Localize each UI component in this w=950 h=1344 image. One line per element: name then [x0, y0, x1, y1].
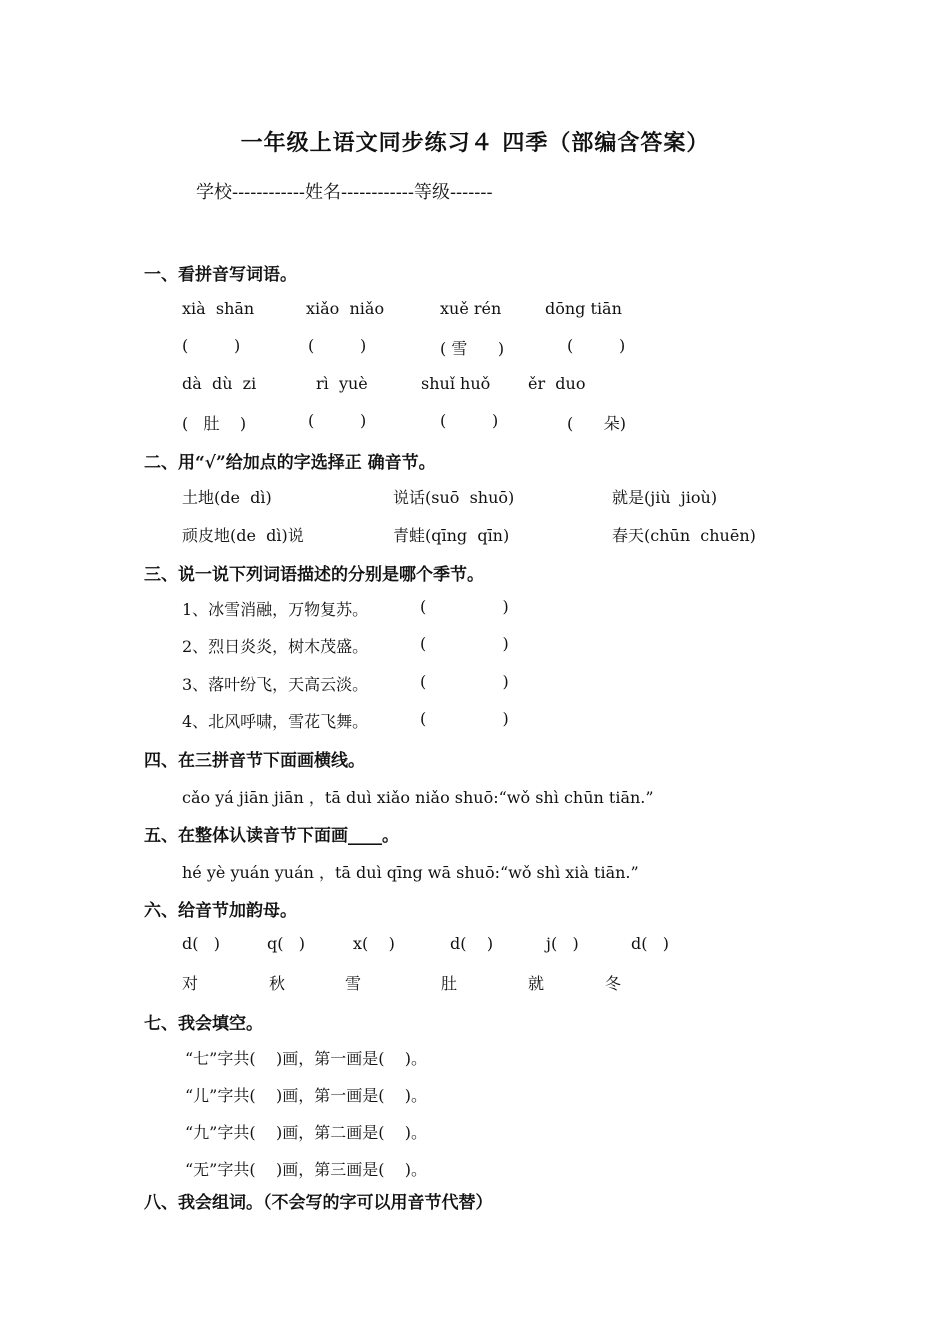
- season-blank-2: ( ): [420, 634, 509, 653]
- final-blank-5: j( ): [546, 934, 579, 953]
- final-blank-6: d( ): [631, 934, 669, 953]
- pinyin-2-4: ěr duo: [528, 374, 586, 393]
- final-char-3: 雪: [345, 974, 362, 993]
- stroke-item-3: “九”字共( )画，第二画是( )。: [185, 1123, 428, 1142]
- choice-2-3: 春天(chūn chuēn): [612, 526, 756, 545]
- final-blank-1: d( ): [182, 934, 220, 953]
- final-char-6: 冬: [605, 974, 622, 993]
- season-item-3: 3、落叶纷飞，天高云淡。: [182, 675, 369, 694]
- answer-box-1-2: ( ): [308, 336, 367, 355]
- pinyin-1-4: dōng tiān: [545, 299, 622, 318]
- choice-2-2: 青蛙(qīng qīn): [393, 526, 510, 545]
- answer-box-2-3: ( ): [440, 411, 499, 430]
- final-char-2: 秋: [269, 974, 286, 993]
- choice-1-1: 土地(de dì): [182, 488, 272, 507]
- answer-box-1-4: ( ): [567, 336, 626, 355]
- section-7-heading: 七、我会填空。: [144, 1014, 263, 1034]
- section-1-heading: 一、看拼音写词语。: [144, 265, 297, 285]
- final-blank-4: d( ): [450, 934, 494, 953]
- choice-1-2: 说话(suō shuō): [393, 488, 515, 507]
- section-6-heading: 六、给音节加韵母。: [144, 901, 297, 921]
- final-blank-3: x( ): [353, 934, 395, 953]
- final-blank-2: q( ): [267, 934, 305, 953]
- stroke-item-1: “七”字共( )画，第一画是( )。: [185, 1049, 428, 1068]
- pinyin-1-3: xuě rén: [440, 299, 502, 318]
- page-title: 一年级上语文同步练习４ 四季（部编含答案）: [240, 130, 710, 156]
- answer-box-1-1: ( ): [182, 336, 241, 355]
- season-blank-4: ( ): [420, 709, 509, 728]
- season-item-1: 1、冰雪消融，万物复苏。: [182, 600, 369, 619]
- final-char-5: 就: [528, 974, 545, 993]
- info-line: 学校------------姓名------------等级-------: [196, 182, 493, 203]
- section-2-heading: 二、用“√”给加点的字选择正 确音节。: [144, 453, 436, 473]
- season-blank-3: ( ): [420, 672, 509, 691]
- pinyin-sentence-1: cǎo yá jiān jiān ，tā duì xiǎo niǎo shuō:“wǒ shì chūn tiān.”: [182, 788, 654, 807]
- section-3-heading: 三、说一说下列词语描述的分别是哪个季节。: [144, 565, 484, 585]
- answer-box-2-1: ( 肚 ): [182, 414, 247, 433]
- final-char-1: 对: [182, 974, 199, 993]
- section-8-heading: 八、我会组词。（不会写的字可以用音节代替）: [144, 1193, 493, 1213]
- section-4-heading: 四、在三拼音节下面画横线。: [144, 751, 365, 771]
- season-blank-1: ( ): [420, 597, 509, 616]
- pinyin-1-1: xià shān: [182, 299, 255, 318]
- stroke-item-2: “儿”字共( )画，第一画是( )。: [185, 1086, 428, 1105]
- season-item-4: 4、北风呼啸，雪花飞舞。: [182, 712, 369, 731]
- final-char-4: 肚: [441, 974, 458, 993]
- stroke-item-4: “无”字共( )画，第三画是( )。: [185, 1160, 428, 1179]
- choice-1-3: 就是(jiù jioù): [612, 488, 718, 507]
- answer-box-1-3: ( 雪 ): [440, 339, 505, 358]
- pinyin-2-3: shuǐ huǒ: [421, 374, 491, 393]
- answer-box-2-2: ( ): [308, 411, 367, 430]
- answer-box-2-4: ( 朵): [567, 414, 627, 433]
- pinyin-1-2: xiǎo niǎo: [306, 299, 385, 318]
- pinyin-sentence-2: hé yè yuán yuán ，tā duì qīng wā shuō:“wǒ shì xià tiān.”: [182, 863, 639, 882]
- section-5-heading: 五、在整体认读音节下面画____。: [144, 826, 399, 846]
- season-item-2: 2、烈日炎炎，树木茂盛。: [182, 637, 369, 656]
- pinyin-2-2: rì yuè: [316, 374, 368, 393]
- pinyin-2-1: dà dù zi: [182, 374, 257, 393]
- choice-2-1: 顽皮地(de dì)说: [182, 526, 304, 545]
